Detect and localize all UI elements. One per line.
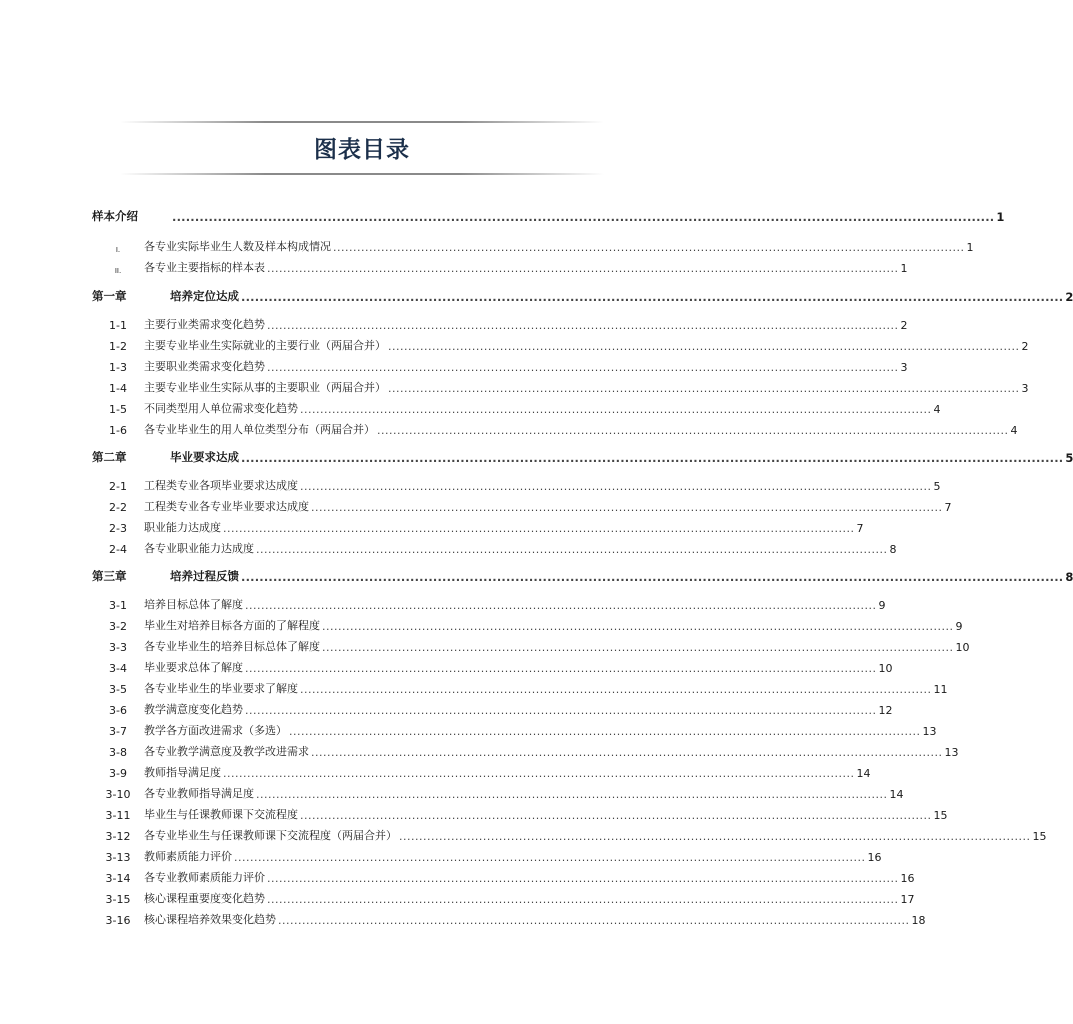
toc-entry[interactable]: 3-3 各专业毕业生的培养目标总体了解度 .............................................................................................................................................................. 10 bbox=[109, 640, 970, 654]
toc-entry[interactable]: 3-6 教学满意度变化趋势 .............................................................................................................................................................. 12 bbox=[109, 703, 893, 717]
toc-entry[interactable]: 2-4 各专业职业能力达成度 .............................................................................................................................................................. 8 bbox=[109, 542, 897, 556]
toc-heading-intro[interactable]: 样本介绍 .................................................................................................................................................................................... 1 bbox=[92, 209, 1005, 224]
toc-entry[interactable]: 3-12 各专业毕业生与任课教师课下交流程度（两届合并） .............................................................................................................................................................. 15 bbox=[105, 829, 1047, 843]
toc-entry[interactable]: 3-2 毕业生对培养目标各方面的了解程度 .............................................................................................................................................................. 9 bbox=[109, 619, 963, 633]
toc-entry[interactable]: 3-5 各专业毕业生的毕业要求了解度 .............................................................................................................................................................. 11 bbox=[109, 682, 948, 696]
toc-entry[interactable]: 1-3 主要职业类需求变化趋势 .............................................................................................................................................................. 3 bbox=[109, 360, 908, 374]
toc-entry[interactable]: 3-8 各专业教学满意度及教学改进需求 .............................................................................................................................................................. 13 bbox=[109, 745, 959, 759]
page-title: 图表目录 bbox=[314, 137, 410, 163]
toc-entry[interactable]: 1-2 主要专业毕业生实际就业的主要行业（两届合并） .............................................................................................................................................................. 2 bbox=[109, 339, 1029, 353]
toc-entry[interactable]: 3-11 毕业生与任课教师课下交流程度 .............................................................................................................................................................. 15 bbox=[105, 808, 948, 822]
toc-entry[interactable]: 2-1 工程类专业各项毕业要求达成度 .............................................................................................................................................................. 5 bbox=[109, 479, 941, 493]
toc-entry[interactable]: 3-14 各专业教师素质能力评价 .............................................................................................................................................................. 16 bbox=[105, 871, 915, 885]
toc-entry[interactable]: 1-4 主要专业毕业生实际从事的主要职业（两届合并） .............................................................................................................................................................. 3 bbox=[109, 381, 1029, 395]
toc-entry[interactable]: 3-10 各专业教师指导满足度 .............................................................................................................................................................. 14 bbox=[105, 787, 904, 801]
toc-entry[interactable]: 1-5 不同类型用人单位需求变化趋势 .............................................................................................................................................................. 4 bbox=[109, 402, 941, 416]
toc-entry[interactable]: 3-1 培养目标总体了解度 .............................................................................................................................................................. 9 bbox=[109, 598, 886, 612]
toc-heading-chapter-1[interactable]: 第一章 培养定位达成 .................................................................................................................................................................................... 2 bbox=[92, 289, 1073, 304]
toc-entry[interactable]: 3-4 毕业要求总体了解度 .............................................................................................................................................................. 10 bbox=[109, 661, 893, 675]
toc-entry[interactable]: 3-13 教师素质能力评价 .............................................................................................................................................................. 16 bbox=[105, 850, 882, 864]
title-rule-top bbox=[120, 121, 604, 123]
title-rule-bottom bbox=[120, 173, 604, 175]
toc-entry[interactable]: 2-3 职业能力达成度 .............................................................................................................................................................. 7 bbox=[109, 521, 864, 535]
toc-entry[interactable]: 1-1 主要行业类需求变化趋势 .............................................................................................................................................................. 2 bbox=[109, 318, 908, 332]
toc-entry[interactable]: 3-7 教学各方面改进需求（多选） .............................................................................................................................................................. 13 bbox=[109, 724, 937, 738]
toc-entry[interactable]: I. 各专业实际毕业生人数及样本构成情况 .............................................................................................................................................................. 1 bbox=[115, 240, 974, 254]
toc-entry[interactable]: II. 各专业主要指标的样本表 .............................................................................................................................................................. 1 bbox=[114, 261, 908, 275]
toc-entry[interactable]: 3-15 核心课程重要度变化趋势 .............................................................................................................................................................. 17 bbox=[105, 892, 915, 906]
toc-entry[interactable]: 3-9 教师指导满足度 .............................................................................................................................................................. 14 bbox=[109, 766, 871, 780]
toc-heading-chapter-2[interactable]: 第二章 毕业要求达成 .................................................................................................................................................................................... 5 bbox=[92, 450, 1073, 465]
toc-entry[interactable]: 3-16 核心课程培养效果变化趋势 .............................................................................................................................................................. 18 bbox=[105, 913, 926, 927]
toc-entry[interactable]: 2-2 工程类专业各专业毕业要求达成度 .............................................................................................................................................................. 7 bbox=[109, 500, 952, 514]
toc-heading-chapter-3[interactable]: 第三章 培养过程反馈 .................................................................................................................................................................................... 8 bbox=[92, 569, 1073, 584]
toc-entry[interactable]: 1-6 各专业毕业生的用人单位类型分布（两届合并） .............................................................................................................................................................. 4 bbox=[109, 423, 1018, 437]
